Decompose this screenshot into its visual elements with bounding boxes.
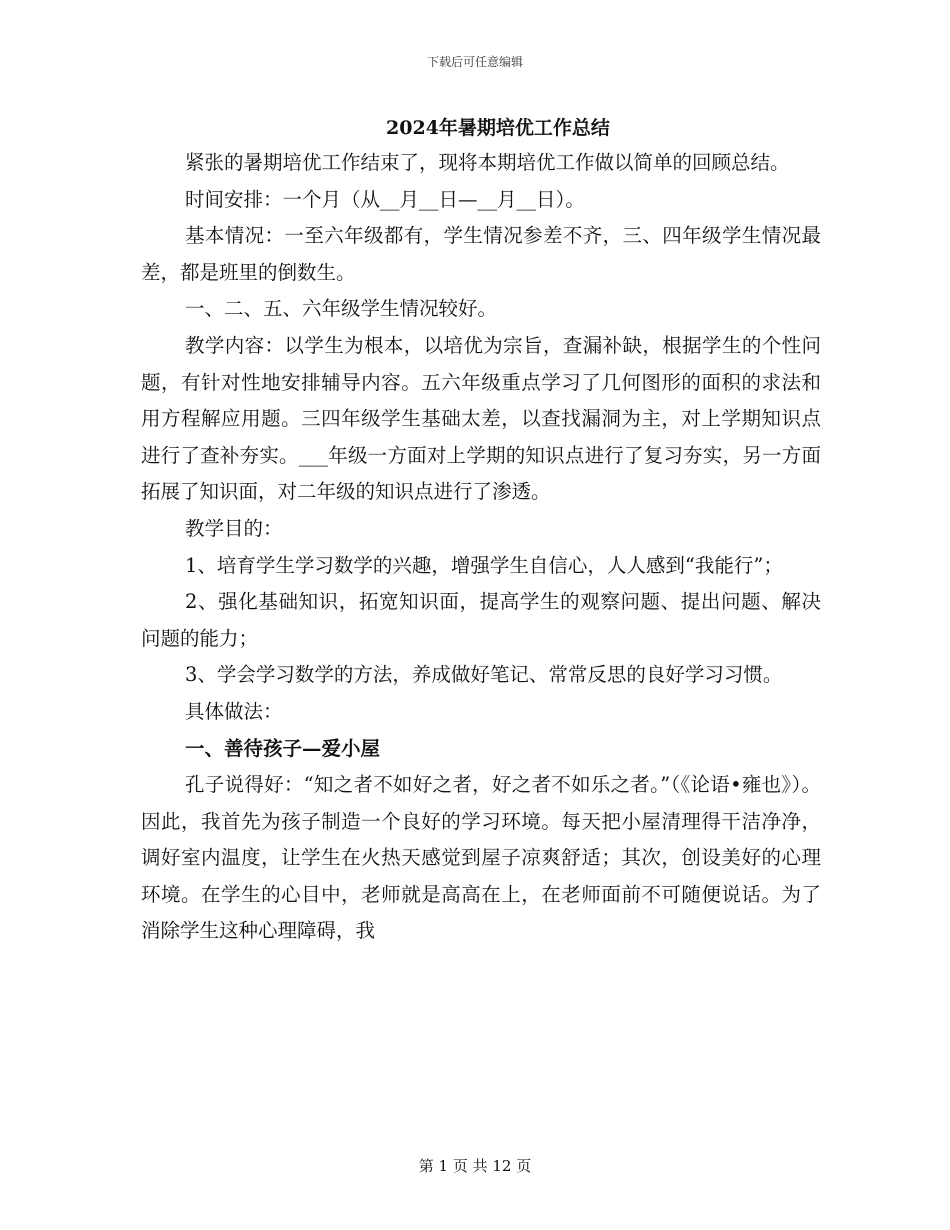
page-number-footer: 第 1 页 共 12 页 [418,1157,532,1175]
section-heading-1: 一、善待孩子—爱小屋 [185,736,381,760]
paragraph-schedule: 时间安排：一个月（从__月__日—__月__日）。 [185,187,585,211]
paragraph-teaching-content: 教学内容：以学生为根本，以培优为宗旨，查漏补缺，根据学生的个性问题，有针对性地安排辅导内容。五六年级重点学习了几何图形的面积的求法和用方程解应用题。三四年级学生基础太差，以查找漏洞为主，对上学期知识点进行了查补夯实。___年级一方面对上学期的知识点进行了复习夯实，另一方面拓展了知识面，对二年级的知识点进行了渗透。 [141,333,821,504]
paragraph-confucius: 孔子说得好：“知之者不如好之者，好之者不如乐之者。”（《论语•雍也》）。因此，我首先为孩子制造一个良好的学习环境。每天把小屋清理得干洁净净，调好室内温度，让学生在火热天感觉到屋子凉爽舒适；其次，创设美好的心理环境。在学生的心目中，老师就是高高在上，在老师面前不可随便说话。为了消除学生这种心理障碍，我 [141,773,821,943]
paragraph-methods-label: 具体做法： [185,699,283,723]
header-note: 下载后可任意编辑 [426,55,523,69]
document-title: 2024年暑期培优工作总结 [386,117,610,139]
paragraph-other-grades: 一、二、五、六年级学生情况较好。 [185,297,498,321]
paragraph-basic-situation: 基本情况：一至六年级都有，学生情况参差不齐，三、四年级学生情况最差，都是班里的倒数生。 [141,224,821,284]
paragraph-intro: 紧张的暑期培优工作结束了，现将本期培优工作做以简单的回顾总结。 [185,151,790,174]
paragraph-teaching-goals-label: 教学目的： [185,516,283,540]
document-body [141,145,821,950]
paragraph-goal-3: 3、学会学习数学的方法，养成做好笔记、常常反思的良好学习习惯。 [185,663,783,687]
paragraph-goal-1: 1、培育学生学习数学的兴趣，增强学生自信心，人人感到“我能行”； [185,553,783,577]
paragraph-goal-2: 2、强化基础知识，拓宽知识面，提高学生的观察问题、提出问题、解决问题的能力； [141,590,821,650]
